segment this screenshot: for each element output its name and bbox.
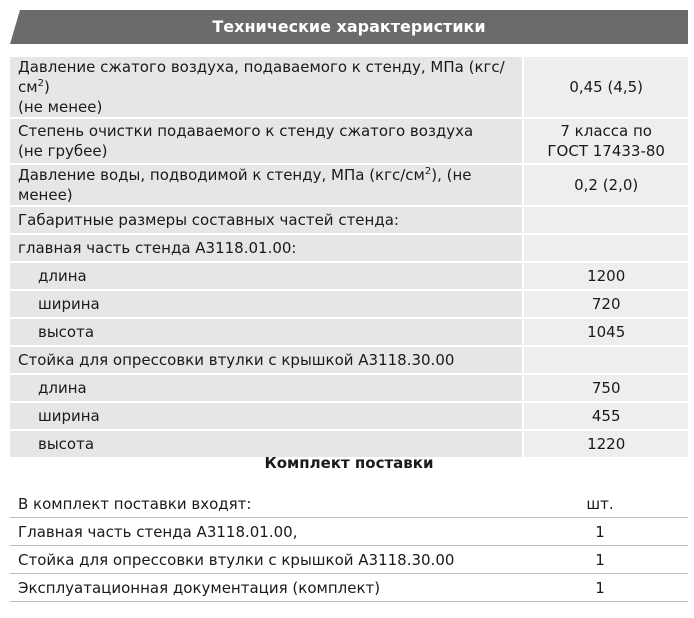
spec-param: Степень очистки подаваемого к стенду сжатого воздуха (не грубее) xyxy=(10,118,523,164)
spec-param: главная часть стенда А3118.01.00: xyxy=(10,234,523,262)
specs-title: Технические характеристики xyxy=(212,17,486,36)
spec-value: 455 xyxy=(523,402,688,430)
spec-param: длина xyxy=(10,374,523,402)
kit-qty: 1 xyxy=(512,546,688,574)
spec-value xyxy=(523,346,688,374)
spec-param: Стойка для опрессовки втулки с крышкой А3118.30.00 xyxy=(10,346,523,374)
spec-value: 1220 xyxy=(523,430,688,458)
kit-row xyxy=(10,546,688,574)
spec-value: 750 xyxy=(523,374,688,402)
kit-row xyxy=(10,574,688,602)
spec-value: 0,45 (4,5) xyxy=(523,57,688,118)
spec-row xyxy=(10,164,688,206)
spec-row xyxy=(10,318,688,346)
spec-row xyxy=(10,402,688,430)
spec-param: высота xyxy=(10,318,523,346)
spec-value xyxy=(523,206,688,234)
kit-item: Эксплуатационная документация (комплект) xyxy=(10,574,512,602)
spec-row xyxy=(10,234,688,262)
kit-header-row xyxy=(10,490,688,518)
spec-param: Давление сжатого воздуха, подаваемого к стенду, МПа $(кгс/см^2)$ (не менее) xyxy=(10,57,523,118)
spec-value: 1045 xyxy=(523,318,688,346)
spec-param: ширина xyxy=(10,290,523,318)
spec-row xyxy=(10,374,688,402)
kit-item: Стойка для опрессовки втулки с крышкой А3118.30.00 xyxy=(10,546,512,574)
kit-table xyxy=(10,490,688,602)
specs-table xyxy=(10,57,688,459)
kit-header-item: В комплект поставки входят: xyxy=(10,490,512,518)
spec-value: 1200 xyxy=(523,262,688,290)
spec-value: 720 xyxy=(523,290,688,318)
spec-value xyxy=(523,234,688,262)
spec-row xyxy=(10,206,688,234)
kit-title: Комплект поставки xyxy=(264,454,434,472)
kit-header-qty: шт. xyxy=(512,490,688,518)
spec-param: ширина xyxy=(10,402,523,430)
spec-row xyxy=(10,57,688,118)
specs-header-banner xyxy=(10,10,688,44)
spec-row xyxy=(10,262,688,290)
spec-param: Давление воды, подводимой к стенду, МПа $(кгс/см^2)$, (не менее) xyxy=(10,164,523,206)
spec-row xyxy=(10,118,688,164)
spec-param: высота xyxy=(10,430,523,458)
kit-item: Главная часть стенда А3118.01.00, xyxy=(10,518,512,546)
kit-qty: 1 xyxy=(512,518,688,546)
spec-row xyxy=(10,346,688,374)
spec-param: длина xyxy=(10,262,523,290)
spec-param: Габаритные размеры составных частей стенда: xyxy=(10,206,523,234)
spec-row xyxy=(10,290,688,318)
spec-value: 7 класса по ГОСТ 17433-80 xyxy=(523,118,688,164)
kit-row xyxy=(10,518,688,546)
spec-value: 0,2 (2,0) xyxy=(523,164,688,206)
kit-qty: 1 xyxy=(512,574,688,602)
